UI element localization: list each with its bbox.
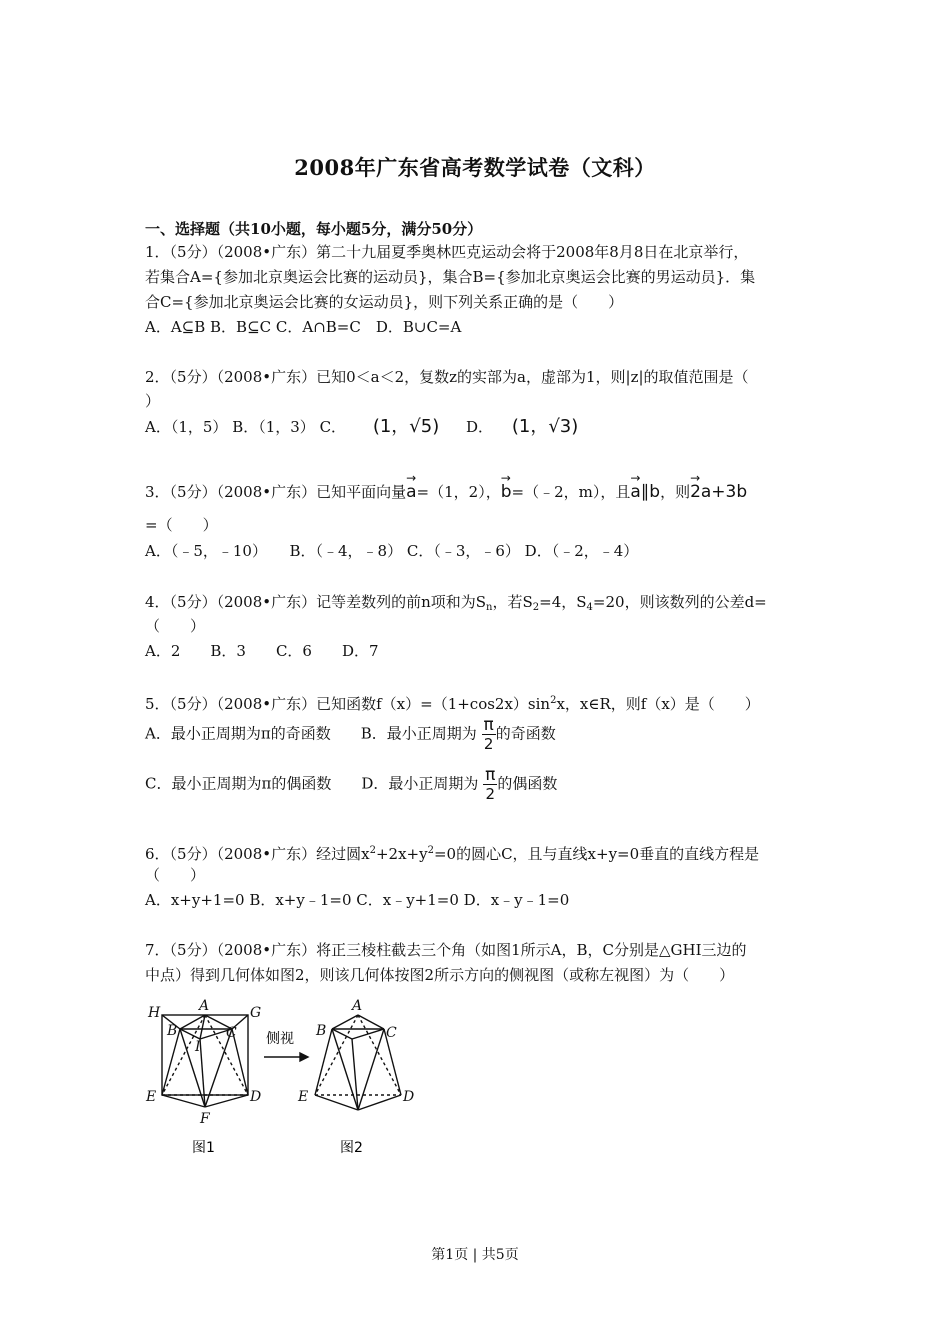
vector-expression: → 2a+3b <box>690 480 747 504</box>
section-heading: 一、选择题（共10小题，每小题5分，满分50分） <box>145 220 483 238</box>
q5-sup-2: 2 <box>550 695 557 706</box>
q4-text-1: 4．（5分）（2008•广东）记等差数列的前n项和为S <box>145 593 487 611</box>
arrow-label: 侧视 <box>266 1031 294 1047</box>
page-title: 2008年广东省高考数学试卷（文科） <box>294 155 656 180</box>
q2-line-1: 2．（5分）（2008•广东）已知0＜a＜2，复数z的实部为a，虚部为1，则|z|的取值范围是（ <box>145 368 749 386</box>
q5-options-cd <box>145 766 557 803</box>
q6-sup-1: 2 <box>369 845 376 856</box>
q1-options: A．A⊆B B．B⊆C C．A∩B=C D．B∪C=A <box>145 318 462 336</box>
q1-line-2: 若集合A={参加北京奥运会比赛的运动员}，集合B={参加北京奥运会比赛的男运动员}．集 <box>145 268 756 286</box>
fraction-numerator: π <box>485 765 496 785</box>
q6-line-1 <box>145 839 759 866</box>
q1-line-3: 合C={参加北京奥运会比赛的女运动员}，则下列关系正确的是（ ） <box>145 293 624 311</box>
page-footer: 第1页 | 共5页 <box>431 1247 519 1263</box>
q5-option-d-tail: 的偶函数 <box>497 774 558 793</box>
q3-text-1: 3．（5分）（2008•广东）已知平面向量 <box>145 483 407 501</box>
q1-line-1: 1．（5分）（2008•广东）第二十九届夏季奥林匹克运动会将于2008年8月8日在北京举行， <box>145 243 749 261</box>
q2-option-a-b: A．（1，5） B．（1，3） C． <box>145 418 347 436</box>
q4-sub-4: 4 <box>586 602 593 613</box>
q3-line-2: =（ ） <box>145 516 218 534</box>
q5-option-b-tail: 的奇函数 <box>495 724 556 743</box>
q5-option-a: A．最小正周期为π的奇函数 B．最小正周期为 <box>145 724 477 743</box>
q2-option-c: (1，√5) <box>372 416 440 437</box>
q4-text-2: ，若S <box>492 593 533 611</box>
q2-option-d-label: D． <box>466 418 494 436</box>
q4-text-4: =20，则该数列的公差d= <box>592 593 767 611</box>
q6-line-2: （ ） <box>145 866 206 884</box>
q5-options-ab <box>145 716 556 753</box>
label-a: A <box>199 998 210 1014</box>
fig2-caption: 图2 <box>340 1140 363 1156</box>
fraction-denominator: 2 <box>483 735 494 753</box>
fig1-caption: 图1 <box>192 1140 215 1156</box>
q4-sub-n: n <box>486 602 493 613</box>
label-g: G <box>250 1005 262 1021</box>
q3-text-3: =（﹣2，m），且 <box>511 483 631 501</box>
q3-text-2: =（1，2）， <box>416 483 501 501</box>
q4-options: A．2 B．3 C．6 D．7 <box>145 642 379 660</box>
q2-options <box>145 415 578 439</box>
q6-text-1: 6．（5分）（2008•广东）经过圆x <box>145 845 370 863</box>
q7-line-2: 中点）得到几何体如图2，则该几何体按图2所示方向的侧视图（或称左视图）为（ ） <box>145 966 735 984</box>
label-a-2: A <box>352 998 363 1014</box>
fraction-numerator: π <box>483 715 494 735</box>
label-c-2: C <box>386 1025 397 1041</box>
arrow-icon <box>264 1053 308 1061</box>
geometry-figure <box>140 995 420 1165</box>
q3-line-1 <box>145 480 747 504</box>
q5-text-1: 5．（5分）（2008•广东）已知函数f（x）=（1+cos2x）sin <box>145 695 551 713</box>
label-c: C <box>226 1025 237 1041</box>
label-b: B <box>167 1023 178 1039</box>
q6-text-3: =0的圆心C，且与直线x+y=0垂直的直线方程是 <box>433 845 760 863</box>
label-b-2: B <box>316 1023 327 1039</box>
vector-b: → b <box>501 480 512 504</box>
label-d-2: D <box>403 1089 415 1105</box>
pi-over-2-fraction <box>482 716 496 753</box>
label-d: D <box>250 1089 262 1105</box>
q5-line-1 <box>145 689 760 716</box>
q5-option-c: C．最小正周期为π的偶函数 D．最小正周期为 <box>145 774 479 793</box>
q6-text-2: +2x+y <box>375 845 428 863</box>
q4-line-1 <box>145 590 767 620</box>
q4-line-2: （ ） <box>145 617 206 635</box>
q4-text-3: =4，S <box>539 593 587 611</box>
q2-option-d: (1，√3) <box>511 416 579 437</box>
q6-sup-2: 2 <box>427 845 434 856</box>
q7-line-1: 7．（5分）（2008•广东）将正三棱柱截去三个角（如图1所示A，B，C分别是△GHI三边的 <box>145 941 747 959</box>
label-i: I <box>195 1039 201 1055</box>
pi-over-2-fraction <box>483 766 497 803</box>
label-e: E <box>146 1089 157 1105</box>
label-f: F <box>200 1111 210 1127</box>
vector-a: → a <box>406 480 416 504</box>
q4-sub-2: 2 <box>532 602 540 613</box>
q6-options: A．x+y+1=0 B．x+y﹣1=0 C．x﹣y+1=0 D．x﹣y﹣1=0 <box>145 891 570 909</box>
q3-options: A．（﹣5，﹣10） B．（﹣4，﹣8） C．（﹣3，﹣6） D．（﹣2，﹣4） <box>145 542 639 560</box>
vector-parallel: → a∥b <box>630 480 660 504</box>
q2-line-2: ） <box>145 392 161 410</box>
label-h: H <box>148 1005 161 1021</box>
label-e-2: E <box>298 1089 309 1105</box>
fraction-denominator: 2 <box>485 785 496 803</box>
q3-text-4: ，则 <box>660 483 691 501</box>
q5-text-2: x，x∈R，则f（x）是（ ） <box>556 695 760 713</box>
